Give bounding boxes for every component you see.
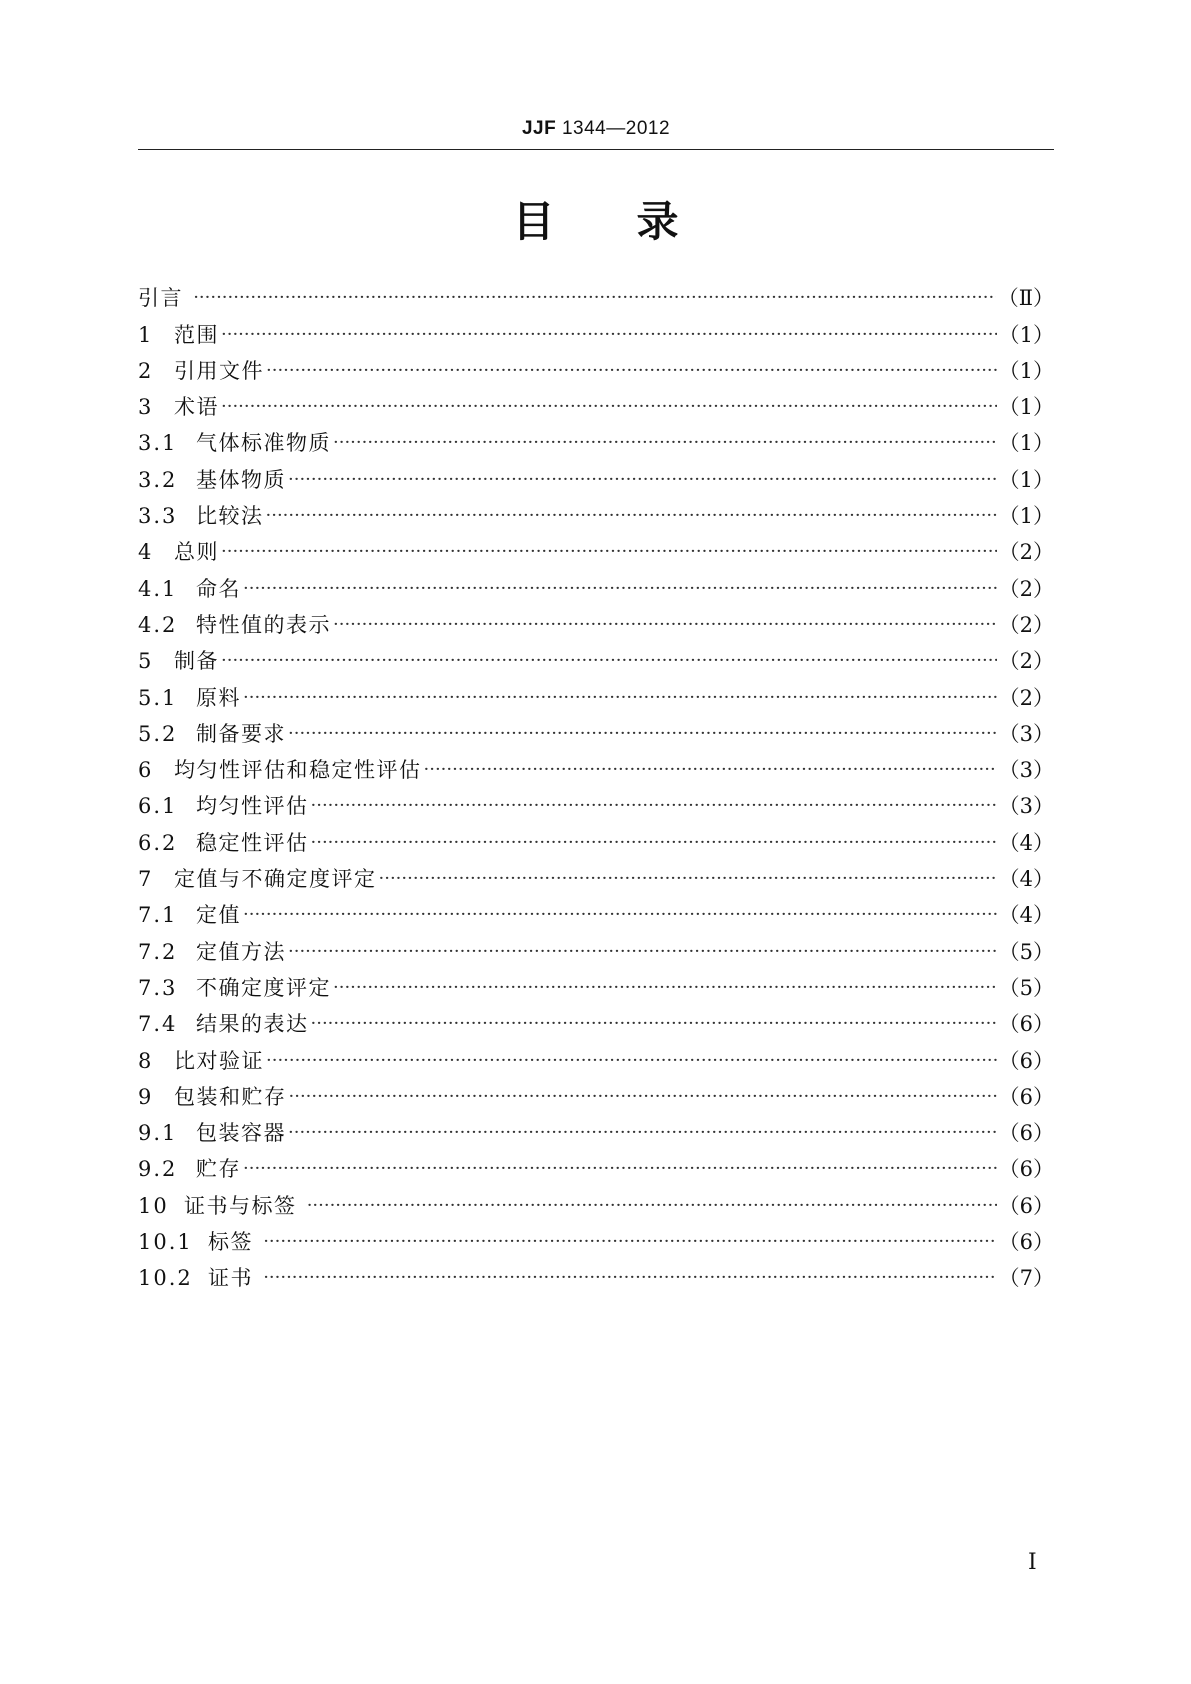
- toc-leader-dots: [333, 974, 997, 1002]
- toc-entry[interactable]: [138, 603, 1054, 639]
- toc-entry[interactable]: [138, 1002, 1054, 1038]
- toc-entry-label: 定值方法: [196, 939, 286, 964]
- toc-entry[interactable]: [138, 675, 1054, 711]
- toc-entry-label: 证书: [208, 1266, 262, 1291]
- toc-leader-dots: [288, 466, 997, 494]
- toc-leader-dots: [266, 1047, 997, 1075]
- toc-entry-label: 比对验证: [174, 1048, 264, 1073]
- toc-entry[interactable]: [138, 966, 1054, 1002]
- toc-entry-number: 8: [138, 1048, 154, 1073]
- toc-entry-number: 6.1: [138, 794, 178, 819]
- toc-entry-label: 均匀性评估和稳定性评估: [174, 758, 422, 783]
- toc-entry-number: 5.1: [138, 685, 178, 710]
- toc-entry-page: （2）: [998, 612, 1054, 637]
- toc-entry[interactable]: [138, 1038, 1054, 1074]
- toc-leader-dots: [311, 1010, 997, 1038]
- toc-entry-label: 特性值的表示: [196, 612, 331, 637]
- toc-entry[interactable]: [138, 349, 1054, 385]
- toc-leader-dots: [289, 1083, 997, 1111]
- running-header: [138, 118, 1054, 140]
- toc-entry[interactable]: [138, 421, 1054, 457]
- toc-entry-label: 范围: [174, 322, 219, 347]
- toc-entry[interactable]: [138, 276, 1054, 312]
- toc-leader-dots: [263, 1228, 996, 1256]
- toc-entry-page: （5）: [998, 975, 1054, 1000]
- toc-entry-number: 9: [138, 1084, 154, 1109]
- toc-leader-dots: [379, 865, 997, 893]
- toc-entry-label: 比较法: [196, 504, 264, 529]
- toc-leader-dots: [263, 1264, 996, 1292]
- toc-entry-number: 4: [138, 540, 154, 565]
- toc-entry-number: 3: [138, 395, 154, 420]
- toc-entry[interactable]: [138, 1111, 1054, 1147]
- toc-entry-label: 制备: [174, 649, 219, 674]
- toc-entry-label: 定值: [196, 903, 241, 928]
- page-title: 目录: [512, 197, 761, 246]
- toc-entry-page: （4）: [998, 867, 1054, 892]
- toc-entry-page: （3）: [998, 721, 1054, 746]
- toc-entry[interactable]: [138, 639, 1054, 675]
- toc-entry-page: （1）: [998, 504, 1054, 529]
- standard-code: JJF: [521, 118, 557, 139]
- toc-entry-page: （6）: [998, 1012, 1054, 1037]
- toc-entry-number: 3.2: [138, 467, 178, 492]
- toc-entry-page: （5）: [998, 939, 1054, 964]
- toc-entry-number: 3.3: [138, 504, 178, 529]
- toc-entry-page: （3）: [998, 758, 1054, 783]
- toc-entry-number: 9.2: [138, 1157, 178, 1182]
- toc-leader-dots: [221, 647, 997, 675]
- toc-entry-label: 证书与标签: [184, 1193, 305, 1218]
- toc-entry-label: 包装和贮存: [174, 1084, 287, 1109]
- toc-entry[interactable]: [138, 748, 1054, 784]
- standard-number: 1344—2012: [561, 118, 671, 139]
- toc-entry[interactable]: [138, 929, 1054, 965]
- toc-entry-number: 2: [138, 358, 154, 383]
- toc-entry-page: （6）: [998, 1157, 1054, 1182]
- toc-entry-label: 术语: [174, 395, 219, 420]
- toc-entry-number: 7.3: [138, 975, 178, 1000]
- toc-entry-page: （6）: [998, 1121, 1054, 1146]
- toc-entry-number: 7.1: [138, 903, 178, 928]
- toc-entry-number: 7.2: [138, 939, 178, 964]
- toc-entry[interactable]: [138, 1220, 1054, 1256]
- toc-entry[interactable]: [138, 566, 1054, 602]
- toc-entry-page: （6）: [998, 1048, 1054, 1073]
- toc-entry-page: （6）: [998, 1230, 1054, 1255]
- toc-entry-number: 3.1: [138, 431, 178, 456]
- toc-entry[interactable]: [138, 385, 1054, 421]
- toc-leader-dots: [266, 502, 997, 530]
- toc-entry[interactable]: [138, 784, 1054, 820]
- toc-entry-page: （1）: [998, 395, 1054, 420]
- toc-entry-page: （Ⅱ）: [997, 286, 1054, 311]
- toc-entry-page: （1）: [998, 322, 1054, 347]
- toc-entry-page: （7）: [998, 1266, 1054, 1291]
- toc-entry-number: 5: [138, 649, 154, 674]
- toc-entry-number: 6: [138, 758, 154, 783]
- toc-entry-number: 5.2: [138, 721, 178, 746]
- header-rule: [138, 149, 1054, 150]
- toc-entry-label: 气体标准物质: [196, 431, 331, 456]
- toc-entry-number: 1: [138, 322, 154, 347]
- toc-entry-page: （2）: [998, 576, 1054, 601]
- toc-entry[interactable]: [138, 530, 1054, 566]
- toc-leader-dots: [221, 393, 997, 421]
- toc-entry[interactable]: [138, 893, 1054, 929]
- toc-entry-page: （2）: [998, 649, 1054, 674]
- toc-leader-dots: [333, 611, 997, 639]
- toc-leader-dots: [221, 321, 997, 349]
- toc-entry-number: 9.1: [138, 1121, 178, 1146]
- toc-leader-dots: [424, 756, 997, 784]
- toc-entry-page: （3）: [998, 794, 1054, 819]
- toc-leader-dots: [288, 1119, 997, 1147]
- toc-entry-page: （2）: [998, 685, 1054, 710]
- toc-leader-dots: [243, 684, 997, 712]
- toc-entry-number: 7: [138, 867, 154, 892]
- toc-entry-label: 引言: [138, 286, 192, 311]
- toc-leader-dots: [311, 829, 997, 857]
- toc-entry-label: 原料: [196, 685, 241, 710]
- toc-leader-dots: [288, 938, 997, 966]
- toc-entry-label: 不确定度评定: [196, 975, 331, 1000]
- toc-leader-dots: [333, 429, 997, 457]
- toc-entry[interactable]: [138, 857, 1054, 893]
- toc-leader-dots: [266, 357, 997, 385]
- toc-entry-number: 4.1: [138, 576, 178, 601]
- toc-entry-label: 结果的表达: [196, 1012, 309, 1037]
- toc-leader-dots: [193, 284, 996, 312]
- toc-entry-page: （1）: [998, 431, 1054, 456]
- toc-entry-label: 制备要求: [196, 721, 286, 746]
- toc-entry[interactable]: [138, 1183, 1054, 1219]
- toc-entry-number: 6.2: [138, 830, 178, 855]
- toc-leader-dots: [221, 538, 997, 566]
- toc-entry-number: 7.4: [138, 1012, 178, 1037]
- toc-entry[interactable]: [138, 1147, 1054, 1183]
- toc-entry-number: 10.2: [138, 1266, 193, 1291]
- toc-entry-number: 4.2: [138, 612, 178, 637]
- toc-entry-label: 基体物质: [196, 467, 286, 492]
- toc-leader-dots: [288, 720, 997, 748]
- toc-entry-page: （4）: [998, 830, 1054, 855]
- toc-entry-label: 总则: [174, 540, 219, 565]
- toc-entry-label: 包装容器: [196, 1121, 286, 1146]
- toc-entry-label: 贮存: [196, 1157, 241, 1182]
- toc-entry-label: 稳定性评估: [196, 830, 309, 855]
- page-number: Ⅰ: [1028, 1550, 1037, 1575]
- toc-entry-page: （2）: [998, 540, 1054, 565]
- toc-entry-number: 10.1: [138, 1230, 193, 1255]
- toc-entry[interactable]: [138, 820, 1054, 856]
- toc-leader-dots: [243, 901, 997, 929]
- toc-leader-dots: [311, 792, 997, 820]
- table-of-contents: [138, 276, 1054, 1292]
- toc-entry-label: 命名: [196, 576, 241, 601]
- toc-entry-label: 定值与不确定度评定: [174, 867, 377, 892]
- toc-entry[interactable]: [138, 312, 1054, 348]
- toc-entry-number: 10: [138, 1193, 169, 1218]
- toc-entry-page: （6）: [998, 1193, 1054, 1218]
- toc-leader-dots: [307, 1192, 997, 1220]
- toc-entry-page: （4）: [998, 903, 1054, 928]
- toc-leader-dots: [243, 1155, 997, 1183]
- toc-entry[interactable]: [138, 1075, 1054, 1111]
- toc-leader-dots: [243, 575, 997, 603]
- toc-entry-label: 均匀性评估: [196, 794, 309, 819]
- toc-entry[interactable]: [138, 494, 1054, 530]
- toc-entry[interactable]: [138, 712, 1054, 748]
- toc-entry[interactable]: [138, 457, 1054, 493]
- toc-entry-page: （1）: [998, 358, 1054, 383]
- toc-entry-page: （6）: [998, 1084, 1054, 1109]
- toc-entry-label: 标签: [208, 1230, 262, 1255]
- toc-entry[interactable]: [138, 1256, 1054, 1292]
- toc-entry-label: 引用文件: [174, 358, 264, 383]
- toc-entry-page: （1）: [998, 467, 1054, 492]
